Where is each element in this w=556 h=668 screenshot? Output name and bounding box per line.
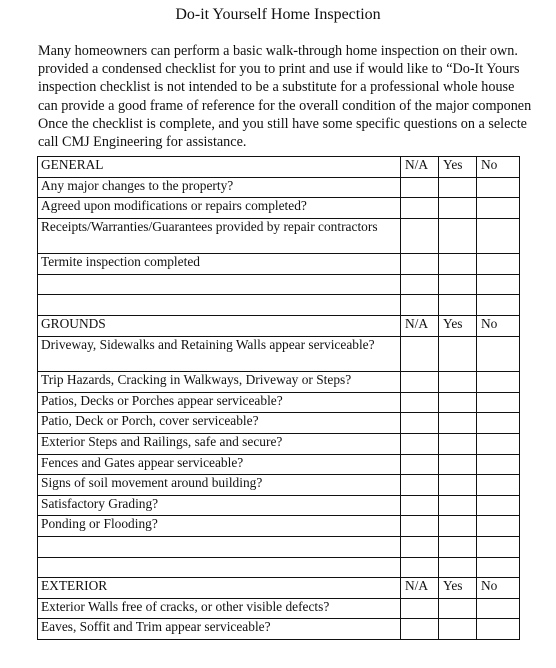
checkbox-cell-na[interactable]	[401, 536, 439, 557]
checkbox-cell-na[interactable]	[401, 372, 439, 393]
intro-paragraph	[38, 42, 556, 151]
checklist-row	[38, 392, 520, 413]
checkbox-cell-no[interactable]	[477, 392, 520, 413]
checkbox-cell-no[interactable]	[477, 274, 520, 295]
checkbox-cell-no[interactable]	[477, 598, 520, 619]
checkbox-cell-na[interactable]	[401, 433, 439, 454]
checkbox-cell-yes[interactable]	[439, 536, 477, 557]
checklist-item-label: Any major changes to the property?	[38, 177, 401, 198]
checklist-item-label: Driveway, Sidewalks and Retaining Walls appear serviceable?	[38, 336, 401, 372]
checkbox-cell-yes[interactable]	[439, 254, 477, 275]
checkbox-cell-no[interactable]	[477, 495, 520, 516]
checklist-row	[38, 516, 520, 537]
checkbox-cell-yes[interactable]	[439, 198, 477, 219]
checkbox-cell-yes[interactable]	[439, 392, 477, 413]
checklist-row	[38, 218, 520, 254]
checkbox-cell-yes[interactable]	[439, 177, 477, 198]
checklist-item-label: Trip Hazards, Cracking in Walkways, Driveway or Steps?	[38, 372, 401, 393]
checklist-row	[38, 336, 520, 372]
checklist-row	[38, 177, 520, 198]
checklist-row	[38, 454, 520, 475]
checkbox-cell-yes[interactable]	[439, 619, 477, 640]
checkbox-cell-yes[interactable]	[439, 274, 477, 295]
checklist-item-label	[38, 274, 401, 295]
checkbox-cell-no[interactable]	[477, 218, 520, 254]
checklist-row	[38, 598, 520, 619]
checklist-row	[38, 619, 520, 640]
checklist-item-label: Exterior Walls free of cracks, or other visible defects?	[38, 598, 401, 619]
checklist-item-label: Exterior Steps and Railings, safe and secure?	[38, 433, 401, 454]
checkbox-cell-yes[interactable]	[439, 413, 477, 434]
checkbox-cell-na[interactable]	[401, 392, 439, 413]
section-title: EXTERIOR	[38, 578, 401, 599]
checkbox-cell-no[interactable]	[477, 413, 520, 434]
checkbox-cell-na[interactable]	[401, 177, 439, 198]
inspection-checklist-table	[37, 156, 520, 640]
checkbox-cell-na[interactable]	[401, 413, 439, 434]
column-header-yes: Yes	[439, 157, 477, 178]
section-title: GROUNDS	[38, 316, 401, 337]
checkbox-cell-no[interactable]	[477, 177, 520, 198]
checklist-row	[38, 372, 520, 393]
checkbox-cell-yes[interactable]	[439, 454, 477, 475]
column-header-na: N/A	[401, 316, 439, 337]
section-header-row	[38, 316, 520, 337]
checkbox-cell-na[interactable]	[401, 254, 439, 275]
column-header-yes: Yes	[439, 316, 477, 337]
checklist-item-label: Satisfactory Grading?	[38, 495, 401, 516]
column-header-na: N/A	[401, 578, 439, 599]
checkbox-cell-na[interactable]	[401, 619, 439, 640]
checklist-row	[38, 198, 520, 219]
checkbox-cell-na[interactable]	[401, 198, 439, 219]
checkbox-cell-no[interactable]	[477, 516, 520, 537]
checklist-row	[38, 433, 520, 454]
checkbox-cell-na[interactable]	[401, 454, 439, 475]
checklist-row	[38, 295, 520, 316]
checklist-row	[38, 274, 520, 295]
checklist-item-label: Signs of soil movement around building?	[38, 475, 401, 496]
intro-line: Many homeowners can perform a basic walk-through home inspection on their own.	[38, 43, 518, 59]
checkbox-cell-na[interactable]	[401, 516, 439, 537]
checkbox-cell-no[interactable]	[477, 372, 520, 393]
checkbox-cell-na[interactable]	[401, 295, 439, 316]
checkbox-cell-na[interactable]	[401, 598, 439, 619]
checkbox-cell-no[interactable]	[477, 536, 520, 557]
column-header-no: No	[477, 157, 520, 178]
checkbox-cell-no[interactable]	[477, 254, 520, 275]
checklist-item-label: Receipts/Warranties/Guarantees provided by repair contractors	[38, 218, 401, 254]
checkbox-cell-yes[interactable]	[439, 218, 477, 254]
checklist-row	[38, 557, 520, 578]
checkbox-cell-yes[interactable]	[439, 516, 477, 537]
checklist-row	[38, 475, 520, 496]
column-header-yes: Yes	[439, 578, 477, 599]
checkbox-cell-no[interactable]	[477, 336, 520, 372]
checklist-row	[38, 413, 520, 434]
checkbox-cell-no[interactable]	[477, 198, 520, 219]
checklist-item-label: Fences and Gates appear serviceable?	[38, 454, 401, 475]
checklist-item-label: Patios, Decks or Porches appear serviceable?	[38, 392, 401, 413]
section-title: GENERAL	[38, 157, 401, 178]
checkbox-cell-yes[interactable]	[439, 475, 477, 496]
page-title: Do-it Yourself Home Inspection	[175, 6, 381, 23]
checklist-item-label	[38, 557, 401, 578]
checkbox-cell-na[interactable]	[401, 557, 439, 578]
checklist-item-label	[38, 536, 401, 557]
column-header-na: N/A	[401, 157, 439, 178]
checklist-item-label	[38, 295, 401, 316]
checkbox-cell-yes[interactable]	[439, 557, 477, 578]
intro-line: provided a condensed checklist for you to print and use if would like to “Do-It Yours	[38, 61, 520, 78]
checklist-row	[38, 495, 520, 516]
checkbox-cell-yes[interactable]	[439, 336, 477, 372]
column-header-no: No	[477, 316, 520, 337]
intro-line: inspection checklist is not intended to be a substitute for a professional whole house	[38, 79, 515, 96]
section-header-row	[38, 157, 520, 178]
checklist-item-label: Patio, Deck or Porch, cover serviceable?	[38, 413, 401, 434]
checkbox-cell-yes[interactable]	[439, 433, 477, 454]
checkbox-cell-no[interactable]	[477, 454, 520, 475]
section-header-row	[38, 578, 520, 599]
checkbox-cell-na[interactable]	[401, 336, 439, 372]
checkbox-cell-yes[interactable]	[439, 598, 477, 619]
column-header-no: No	[477, 578, 520, 599]
checkbox-cell-yes[interactable]	[439, 372, 477, 393]
checkbox-cell-no[interactable]	[477, 619, 520, 640]
checkbox-cell-na[interactable]	[401, 274, 439, 295]
intro-line: call CMJ Engineering for assistance.	[38, 133, 247, 150]
intro-line: Once the checklist is complete, and you still have some specific questions on a selecte	[38, 115, 527, 132]
checkbox-cell-no[interactable]	[477, 295, 520, 316]
intro-line: can provide a good frame of reference for the overall condition of the major componen	[38, 97, 532, 114]
checkbox-cell-no[interactable]	[477, 433, 520, 454]
checklist-item-label: Eaves, Soffit and Trim appear serviceable?	[38, 619, 401, 640]
checkbox-cell-no[interactable]	[477, 475, 520, 496]
checklist-item-label: Ponding or Flooding?	[38, 516, 401, 537]
checkbox-cell-no[interactable]	[477, 557, 520, 578]
checklist-row	[38, 536, 520, 557]
checkbox-cell-na[interactable]	[401, 218, 439, 254]
checklist-item-label: Termite inspection completed	[38, 254, 401, 275]
checklist-item-label: Agreed upon modifications or repairs completed?	[38, 198, 401, 219]
checkbox-cell-na[interactable]	[401, 495, 439, 516]
checkbox-cell-na[interactable]	[401, 475, 439, 496]
checklist-row	[38, 254, 520, 275]
checkbox-cell-yes[interactable]	[439, 295, 477, 316]
checkbox-cell-yes[interactable]	[439, 495, 477, 516]
